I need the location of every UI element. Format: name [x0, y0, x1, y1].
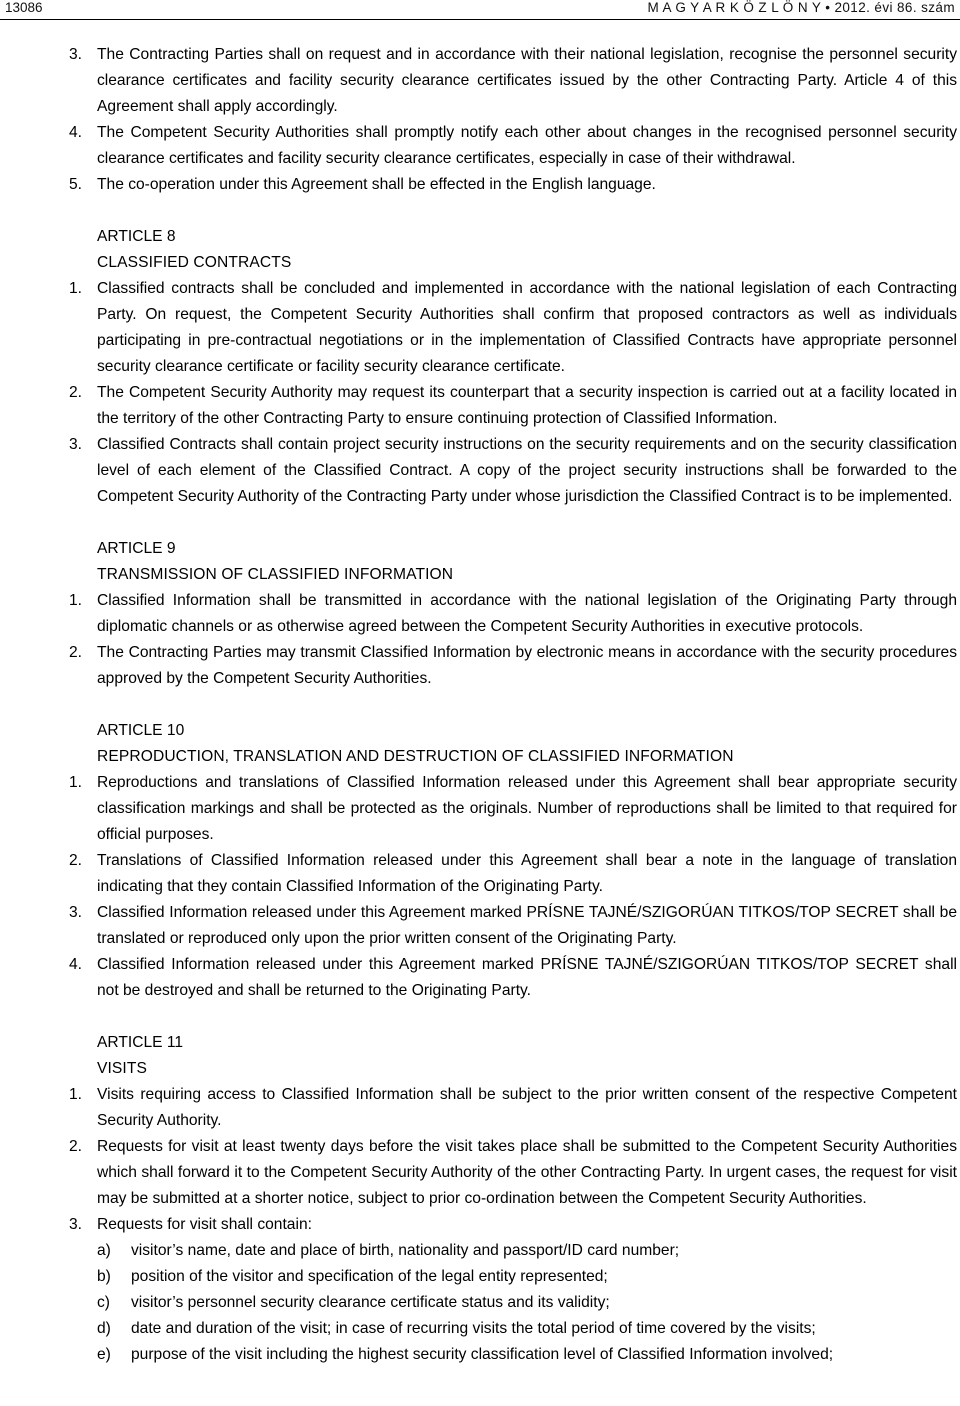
paragraph-number: 2. [69, 1138, 83, 1155]
paragraph-number: 1. [69, 774, 83, 791]
paragraph-text: Visits requiring access to Classified Information shall be subject to the prior written consent of the respective Competent Security Authority. [97, 1086, 957, 1129]
paragraph-number: 3. [69, 1216, 83, 1233]
article-heading: ARTICLE 8 [97, 228, 176, 245]
paragraph-text: Classified contracts shall be concluded and implemented in accordance with the national legislation of each Contracting Party. On request, the Competent Security Authorities shall confirm that proposed contractors as well as individuals participating in pre-contractual negotiations or in the implementation of Classified Contracts have appropriate personnel security clearance certificate or facility security clearance certificate. [97, 280, 957, 375]
list-item-text: purpose of the visit including the highest security classification level of Classified Information involved; [131, 1346, 834, 1363]
list-item-letter: d) [97, 1320, 111, 1337]
paragraph-number: 3. [69, 436, 83, 453]
list-item-text: position of the visitor and specification of the legal entity represented; [131, 1268, 608, 1285]
page-header [0, 0, 960, 22]
paragraph-text: Translations of Classified Information released under this Agreement shall bear a note in the language of translation indicating that they contain Classified Information of the Originating Party. [97, 852, 957, 895]
paragraph-number: 1. [69, 1086, 83, 1103]
paragraph [0, 770, 960, 848]
paragraph-text: The Competent Security Authorities shall promptly notify each other about changes in the recognised personnel security clearance certificates and facility security clearance certificates, especially in case of their withdrawal. [97, 124, 957, 167]
list-item [0, 1342, 960, 1368]
paragraph-text: The Competent Security Authority may request its counterpart that a security inspection is carried out at a facility located in the territory of the other Contracting Party to ensure continuing protection of Classified Information. [97, 384, 957, 427]
article-heading: ARTICLE 9 [97, 540, 176, 557]
list-item [0, 1316, 960, 1342]
paragraph [0, 848, 960, 900]
paragraph [0, 1134, 960, 1212]
list-item-text: visitor’s personnel security clearance certificate status and its validity; [131, 1294, 610, 1311]
paragraph-text: Classified Contracts shall contain project security instructions on the security requirements and on the security classification level of each element of the Classified Contract. A copy of the project security instructions shall be forwarded to the Competent Security Authority of the Contracting Party under whose jurisdiction the Classified Contract is to be implemented. [97, 436, 957, 505]
list-item [0, 1264, 960, 1290]
paragraph [0, 172, 960, 198]
paragraph-number: 4. [69, 956, 83, 973]
paragraph [0, 588, 960, 640]
article-title: VISITS [97, 1060, 147, 1077]
paragraph-text: Requests for visit shall contain: [97, 1216, 312, 1233]
paragraph-text: Classified Information released under this Agreement marked PRÍSNE TAJNÉ/SZIGORÚAN TITKOS/TOP SECRET shall not be destroyed and shall be returned to the Originating Party. [97, 956, 957, 999]
paragraph [0, 1082, 960, 1134]
article-title: REPRODUCTION, TRANSLATION AND DESTRUCTION OF CLASSIFIED INFORMATION [97, 748, 734, 765]
list-item-letter: c) [97, 1294, 110, 1311]
paragraph [0, 952, 960, 1004]
paragraph-text: The Contracting Parties may transmit Classified Information by electronic means in accordance with the security procedures approved by the Competent Security Authorities. [97, 644, 957, 687]
article-title: CLASSIFIED CONTRACTS [97, 254, 292, 271]
paragraph [0, 900, 960, 952]
list-item-letter: b) [97, 1268, 111, 1285]
header-divider [0, 19, 960, 20]
paragraph-number: 5. [69, 176, 83, 193]
list-item-letter: e) [97, 1346, 111, 1363]
list-item [0, 1290, 960, 1316]
paragraph [0, 1212, 960, 1238]
article-heading: ARTICLE 11 [97, 1034, 184, 1051]
list-item [0, 1238, 960, 1264]
paragraph-number: 2. [69, 852, 83, 869]
list-item-letter: a) [97, 1242, 111, 1259]
journal-title: M A G Y A R K Ö Z L Ö N Y • 2012. évi 86. szám [647, 0, 955, 15]
list-item-text: visitor’s name, date and place of birth, nationality and passport/ID card number; [131, 1242, 680, 1259]
paragraph-text: Classified Information shall be transmitted in accordance with the national legislation of the Originating Party through diplomatic channels or as otherwise agreed between the Competent Security Authorities in executive protocols. [97, 592, 957, 635]
paragraph [0, 432, 960, 510]
paragraph-text: Reproductions and translations of Classified Information released under this Agreement shall bear appropriate security classification markings and shall be protected as the originals. Number of reproductions shall be limited to that required for official purposes. [97, 774, 957, 843]
paragraph-number: 2. [69, 644, 83, 661]
page-number: 13086 [5, 0, 43, 15]
paragraph [0, 42, 960, 120]
document-body [0, 42, 960, 1368]
article-title: TRANSMISSION OF CLASSIFIED INFORMATION [97, 566, 454, 583]
paragraph-text: The co-operation under this Agreement shall be effected in the English language. [97, 176, 656, 193]
paragraph-number: 1. [69, 280, 83, 297]
paragraph-text: Classified Information released under this Agreement marked PRÍSNE TAJNÉ/SZIGORÚAN TITKOS/TOP SECRET shall be translated or reproduced only upon the prior written consent of the Originating Party. [97, 904, 957, 947]
paragraph-number: 3. [69, 46, 83, 63]
paragraph-text: The Contracting Parties shall on request and in accordance with their national legislation, recognise the personnel security clearance certificates and facility security clearance certificates issued by the other Contracting Party. Article 4 of this Agreement shall apply accordingly. [97, 46, 957, 115]
paragraph [0, 380, 960, 432]
paragraph-number: 1. [69, 592, 83, 609]
paragraph [0, 120, 960, 172]
paragraph-number: 3. [69, 904, 83, 921]
paragraph-number: 4. [69, 124, 83, 141]
paragraph [0, 640, 960, 692]
article-heading: ARTICLE 10 [97, 722, 185, 739]
list-item-text: date and duration of the visit; in case of recurring visits the total period of time covered by the visits; [131, 1320, 816, 1337]
paragraph-text: Requests for visit at least twenty days before the visit takes place shall be submitted to the Competent Security Authorities which shall forward it to the Competent Security Authority of the other Contracting Party. In urgent cases, the request for visit may be submitted at a shorter notice, subject to prior co-ordination between the Competent Security Authorities. [97, 1138, 957, 1207]
paragraph [0, 276, 960, 380]
paragraph-number: 2. [69, 384, 83, 401]
